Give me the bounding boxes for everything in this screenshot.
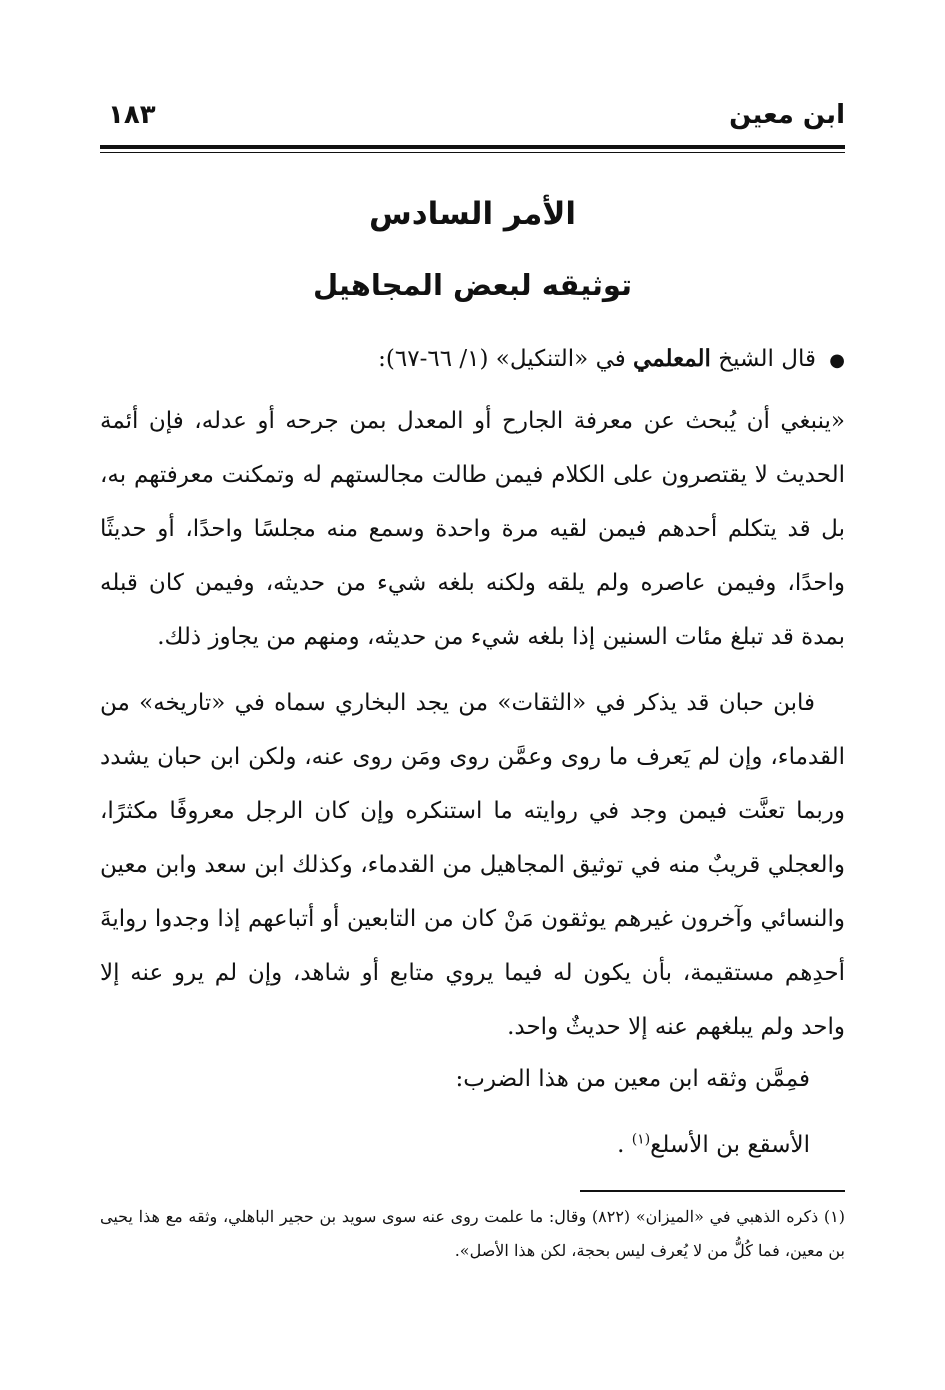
footnote: (١) ذكره الذهبي في «الميزان» (٨٢٢) وقال: ما علمت روى عنه سوى سويد بن حجير الباهلي، وثقه مع هذا يحيى بن معين، فما كُلُّ من لا يُعرف ليس بحجة، لكن هذا الأصل». — [100, 1207, 846, 1260]
lead-line: فمِمَّن وثقه ابن معين من هذا الضرب: — [455, 1066, 810, 1092]
scholar-name: المعلمي — [633, 345, 711, 372]
chapter-title: الأمر السادس — [368, 196, 577, 232]
page-number: ١٨٣ — [108, 100, 156, 130]
intro-line — [100, 332, 845, 388]
intro-prefix: قال الشيخ — [718, 346, 816, 372]
running-title: ابن معين — [729, 100, 845, 130]
narrator-entry — [100, 1118, 810, 1172]
footnote-rule — [580, 1190, 845, 1192]
chapter-subtitle: توثيقه لبعض المجاهيل — [313, 268, 632, 302]
quote-paragraph-2 — [100, 676, 845, 1051]
footnote-marker: (١) — [631, 1131, 651, 1148]
header-rule-thin — [100, 152, 845, 153]
quote-paragraph-2-text: فابن حبان قد يذكر في «الثقات» من يجد البخاري سماه في «تاريخه» من القدماء، وإن لم يَعرف ما روى وعمَّن روى ومَن روى عنه، ولكن ابن حبان يشدد وربما تعنَّت فيمن وجد في روايته ما استنكره وإن كان الرجل معروفًا مكثرًا، والعجلي قريبٌ منه في توثيق المجاهيل من القدماء، وكذلك ابن سعد وابن معين والنسائي وآخرون غيرهم يوثقون مَنْ كان من التابعين أو أتباعهم إذا وجدوا روايةَ أحدِهم مستقيمة، بأن يكون له فيما يروي متابع أو شاهد، وإن لم يرو عنه إلا واحد ولم يبلغهم عنه إلا حديثٌ واحد. — [100, 690, 845, 1040]
intro-suffix: في «التنكيل» (١/ ٦٦-٦٧): — [378, 346, 626, 372]
narrator-name: الأسقع بن الأسلع — [650, 1132, 810, 1158]
bullet-icon: ● — [829, 350, 845, 371]
page-header — [100, 96, 845, 142]
quote-paragraph-1: «ينبغي أن يُبحث عن معرفة الجارح أو المعدل بمن جرحه أو عدله، فإن أئمة الحديث لا يقتصرون على الكلام فيمن طالت مجالستهم له وتمكنت معرفتهم به، بل قد يتكلم أحدهم فيمن لقيه مرة واحدة وسمع منه مجلسًا واحدًا، أو حديثًا واحدًا، وفيمن عاصره ولم يلقه ولكنه بلغه شيء من حديثه، وفيمن كان قبله بمدة قد تبلغ مئات السنين إذا بلغه شيء من حديثه، ومنهم من يجاوز ذلك. — [100, 408, 845, 650]
entry-end: . — [617, 1132, 625, 1158]
header-rule-thick — [100, 145, 845, 149]
